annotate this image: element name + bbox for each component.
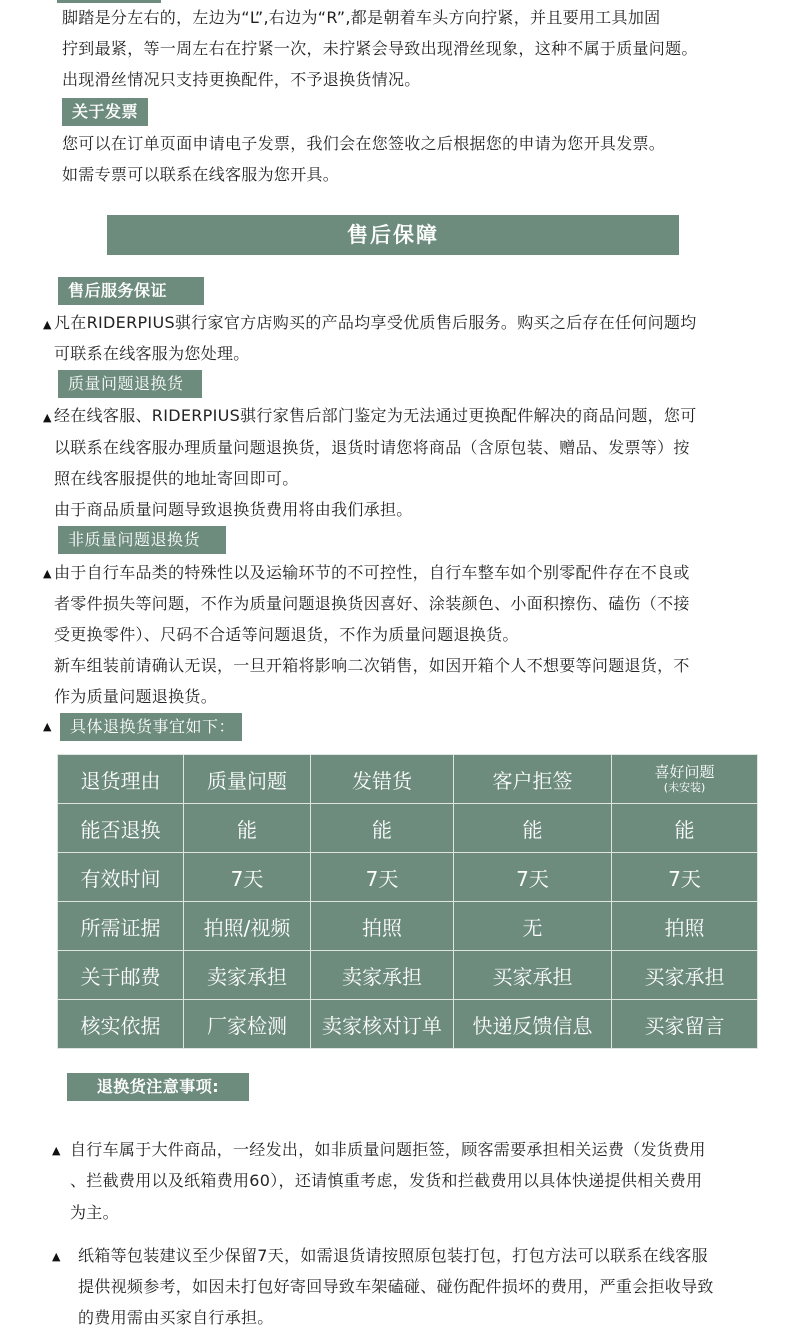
service-heading: 售后服务保证	[58, 277, 204, 305]
nonquality-line-4: 新车组装前请确认无误，一旦开箱将影响二次销售，如因开箱个人不想要等问题退货，不	[54, 656, 690, 675]
table-cell: 能	[184, 804, 311, 853]
return-policy-table	[57, 754, 758, 1049]
table-cell: 能	[454, 804, 612, 853]
install-line-1: 脚踏是分左右的，左边为“L”,右边为“R”,都是朝着车头方向拧紧，并且要用工具加固	[62, 8, 661, 27]
table-cell: 厂家检测	[184, 1000, 311, 1049]
quality-line-4: 由于商品质量问题导致退换货费用将由我们承担。	[54, 500, 413, 519]
table-row	[58, 902, 758, 951]
table-cell: 能	[612, 804, 758, 853]
table-cell: 7天	[612, 853, 758, 902]
quality-heading: 质量问题退换货	[58, 370, 202, 398]
table-cell: 卖家核对订单	[311, 1000, 454, 1049]
notes-heading: 退换货注意事项:	[67, 1073, 249, 1101]
table-cell: 质量问题	[184, 755, 311, 804]
service-line-1: 凡在RIDERPIUS骐行家官方店购买的产品均享受优质售后服务。购买之后存在任何问题均	[54, 313, 697, 332]
table-row-header: 所需证据	[58, 902, 184, 951]
details-heading: 具体退换货事宜如下：	[60, 713, 242, 741]
table-cell: 快递反馈信息	[454, 1000, 612, 1049]
table-cell: 卖家承担	[311, 951, 454, 1000]
quality-line-3: 照在线客服提供的地址寄回即可。	[54, 469, 299, 488]
nonquality-line-5: 作为质量问题退换货。	[54, 687, 218, 706]
triangle-bullet-icon: ▲	[43, 720, 52, 733]
note-1-line-2: 、拦截费用以及纸箱费用60），还请慎重考虑，发货和拦截费用以具体快递提供相关费用	[70, 1171, 703, 1190]
table-cell-preference	[612, 755, 758, 804]
triangle-bullet-icon: ▲	[43, 567, 52, 580]
note-2-line-3: 的费用需由买家自行承担。	[78, 1308, 274, 1327]
invoice-line-1: 您可以在订单页面申请电子发票，我们会在您签收之后根据您的申请为您开具发票。	[62, 134, 666, 153]
table-row	[58, 755, 758, 804]
nonquality-line-1: 由于自行车品类的特殊性以及运输环节的不可控性，自行车整车如个别零配件存在不良或	[54, 563, 690, 582]
table-cell: 发错货	[311, 755, 454, 804]
table-row-header: 核实依据	[58, 1000, 184, 1049]
invoice-heading: 关于发票	[62, 98, 148, 126]
invoice-line-2: 如需专票可以联系在线客服为您开具。	[62, 165, 340, 184]
note-2-line-2: 提供视频参考，如因未打包好寄回导致车架磕碰、碰伤配件损坏的费用，严重会拒收导致	[78, 1277, 714, 1296]
table-row-header: 退货理由	[58, 755, 184, 804]
after-sales-banner: 售后保障	[107, 215, 679, 255]
triangle-bullet-icon: ▲	[52, 1250, 61, 1263]
table-cell: 客户拒签	[454, 755, 612, 804]
nonquality-heading: 非质量问题退换货	[58, 526, 226, 554]
table-row-header: 关于邮费	[58, 951, 184, 1000]
table-cell: 无	[454, 902, 612, 951]
table-row	[58, 853, 758, 902]
table-row	[58, 951, 758, 1000]
triangle-bullet-icon: ▲	[43, 411, 52, 424]
service-line-2: 可联系在线客服为您处理。	[54, 344, 250, 363]
table-row	[58, 804, 758, 853]
table-cell: 卖家承担	[184, 951, 311, 1000]
quality-line-2: 以联系在线客服办理质量问题退换货，退货时请您将商品（含原包装、赠品、发票等）按	[54, 438, 690, 457]
table-cell: 买家留言	[612, 1000, 758, 1049]
table-cell: 买家承担	[454, 951, 612, 1000]
preference-label: 喜好问题	[654, 763, 715, 781]
note-2-line-1: 纸箱等包装建议至少保留7天，如需退货请按照原包装打包，打包方法可以联系在线客服	[78, 1246, 708, 1265]
note-1-line-3: 为主。	[70, 1203, 119, 1222]
table-row-header: 有效时间	[58, 853, 184, 902]
quality-line-1: 经在线客服、RIDERPIUS骐行家售后部门鉴定为无法通过更换配件解决的商品问题，您可	[54, 406, 697, 425]
table-cell: 7天	[184, 853, 311, 902]
triangle-bullet-icon: ▲	[43, 318, 52, 331]
nonquality-line-3: 受更换零件）、尺码不合适等问题退货，不作为质量问题退换货。	[54, 625, 519, 644]
nonquality-line-2: 者零件损失等问题，不作为质量问题退换货因喜好、涂装颜色、小面积擦伤、磕伤（不接	[54, 594, 690, 613]
table-cell: 拍照	[311, 902, 454, 951]
table-row-header: 能否退换	[58, 804, 184, 853]
table-row	[58, 1000, 758, 1049]
triangle-bullet-icon: ▲	[52, 1144, 61, 1157]
table-cell: 拍照	[612, 902, 758, 951]
table-cell: 能	[311, 804, 454, 853]
install-line-2: 拧到最紧，等一周左右在拧紧一次，未拧紧会导致出现滑丝现象，这种不属于质量问题。	[62, 39, 698, 58]
table-cell: 7天	[454, 853, 612, 902]
table-cell: 拍照/视频	[184, 902, 311, 951]
note-1-line-1: 自行车属于大件商品，一经发出，如非质量问题拒签，顾客需要承担相关运费（发货费用	[70, 1140, 706, 1159]
table-cell: 7天	[311, 853, 454, 902]
install-line-3: 出现滑丝情况只支持更换配件，不予退换货情况。	[62, 70, 421, 89]
table-cell: 买家承担	[612, 951, 758, 1000]
preference-sublabel: (未安装)	[663, 781, 706, 794]
